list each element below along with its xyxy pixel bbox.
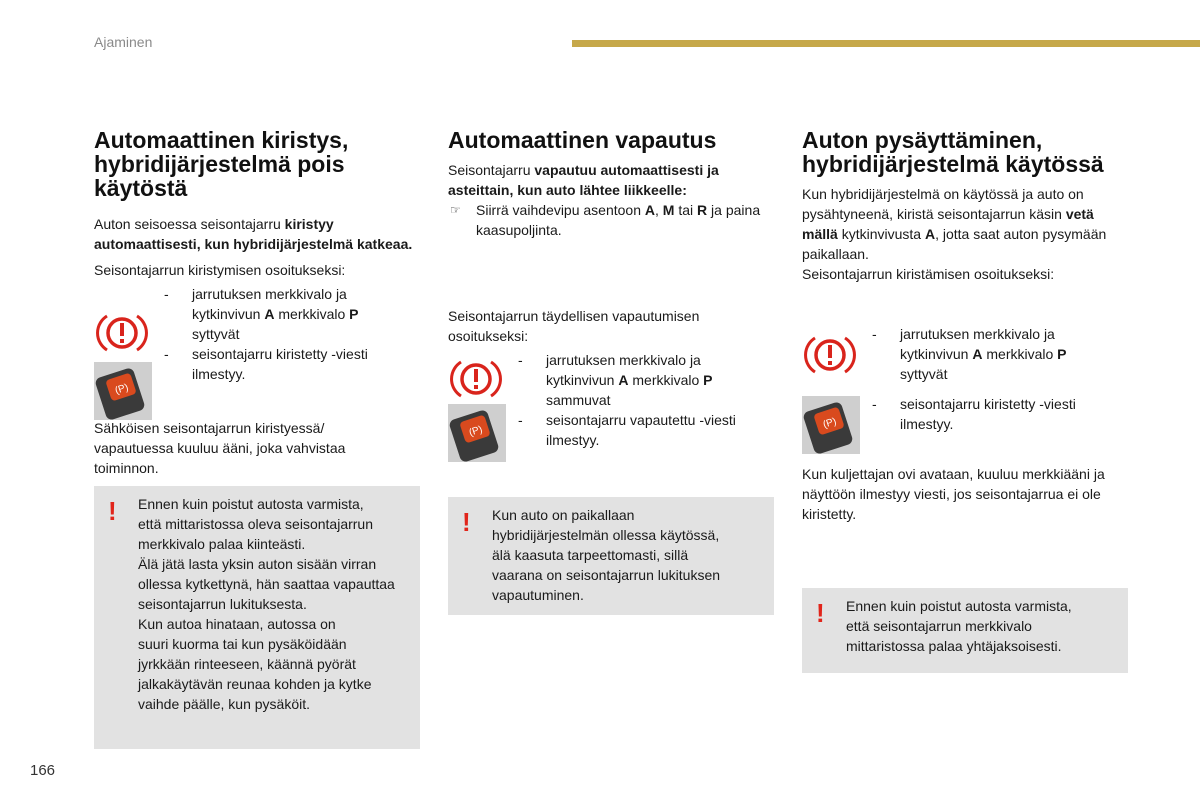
intro-plain: , jotta saat auton pysymään paikallaan.	[802, 226, 1107, 262]
label-a: A	[972, 346, 983, 362]
warning-line: älä kaasuta tarpeettomasti, sillä	[492, 547, 689, 563]
warning-line: jalkakäytävän reunaa kohden ja kytke	[138, 676, 372, 692]
page-number: 166	[30, 762, 56, 779]
dash: -	[164, 346, 169, 362]
parking-switch-icon	[448, 404, 506, 462]
svg-text:(P): (P)	[467, 424, 484, 439]
intro-text	[94, 214, 424, 254]
indication-label: Seisontajarrun kiristämisen osoitukseksi:	[802, 266, 1055, 282]
bullet-text: tai	[674, 202, 698, 218]
warning-icon: !	[462, 507, 471, 537]
indication-item	[518, 410, 768, 450]
intro-text	[448, 160, 758, 200]
warning-box	[802, 588, 1128, 673]
intro-bold: kiristyy automaattisesti, kun hybridijärjestelmä katkeaa.	[94, 216, 413, 252]
item-text: syttyvät	[192, 326, 240, 342]
dash: -	[518, 352, 523, 368]
intro-plain: Kun hybridijärjestelmä on käytössä ja auto on pysähtyneenä, kiristä seisontajarrun käsin	[802, 186, 1084, 222]
warning-line: Ennen kuin poistut autosta varmista,	[846, 598, 1072, 614]
warning-line: vaihde päälle, kun pysäköit.	[138, 696, 310, 712]
column-automatic-release	[448, 128, 778, 460]
item-text: jarrutuksen merkkivalo ja kytkinvivun	[900, 326, 1055, 362]
warning-line: Kun autoa hinataan, autossa on	[138, 616, 336, 632]
label-p: P	[349, 306, 359, 322]
label-a: A	[264, 306, 275, 322]
item-text: merkkivalo	[982, 346, 1058, 362]
indication-label: Seisontajarrun kiristymisen osoitukseksi:	[94, 262, 346, 278]
bullet-text: ,	[655, 202, 663, 218]
column-automatic-tightening	[94, 128, 424, 478]
item-text: merkkivalo	[628, 372, 704, 388]
item-text: merkkivalo	[274, 306, 350, 322]
label-a: A	[618, 372, 629, 388]
item-text: seisontajarru vapautettu -viesti ilmestyy.	[546, 412, 736, 448]
item-text: seisontajarru kiristetty -viesti ilmestyy.	[192, 346, 368, 382]
bullet-text: Siirrä vaihdevipu asentoon	[476, 202, 645, 218]
warning-line: merkkivalo palaa kiinteästi.	[138, 536, 306, 552]
indication-item	[164, 284, 414, 344]
item-text: jarrutuksen merkkivalo ja kytkinvivun	[546, 352, 701, 388]
warning-line: suuri kuorma tai kun pysäköidään	[138, 636, 347, 652]
indication-item	[872, 324, 1122, 384]
warning-line: mittaristossa palaa yhtäjaksoisesti.	[846, 638, 1062, 654]
item-text: sammuvat	[546, 392, 611, 408]
warning-line: seisontajarrun lukituksesta.	[138, 596, 307, 612]
label-a: A	[644, 202, 656, 218]
header-accent-bar	[572, 40, 1200, 47]
arrow-bullet-icon: ☞	[450, 203, 461, 217]
intro-text	[802, 184, 1122, 264]
warning-icon: !	[108, 496, 117, 526]
dash: -	[518, 412, 523, 428]
parking-switch-icon	[802, 396, 860, 454]
intro-plain: kytkinvivusta	[837, 226, 925, 242]
section-title: Automaattinen kiristys, hybridijärjestelmä pois käytöstä	[94, 127, 349, 201]
intro-bold: vapautuu automaattisesti ja asteittain, kun auto lähtee liikkeelle:	[448, 162, 719, 198]
column-stopping-hybrid-on	[802, 128, 1132, 524]
dash: -	[872, 326, 877, 342]
dash: -	[872, 396, 877, 412]
brake-warning-icon	[802, 330, 858, 380]
warning-line: hybridijärjestelmän ollessa käytössä,	[492, 527, 720, 543]
warning-line: että seisontajarrun merkkivalo	[846, 618, 1032, 634]
item-text: jarrutuksen merkkivalo ja kytkinvivun	[192, 286, 347, 322]
warning-line: vaarana on seisontajarrun lukituksen	[492, 567, 721, 583]
warning-line: Ennen kuin poistut autosta varmista,	[138, 496, 364, 512]
indication-item	[518, 350, 768, 410]
intro-plain: Seisontajarru	[448, 162, 535, 178]
label-r: R	[697, 202, 708, 218]
warning-text	[138, 494, 395, 714]
section-title: Auton pysäyttäminen, hybridijärjestelmä käytössä	[802, 127, 1104, 177]
warning-line: Älä jätä lasta yksin auton sisään virran	[138, 556, 377, 572]
label-p: P	[1057, 346, 1067, 362]
intro-bold: vetä mällä	[802, 206, 1094, 242]
indication-label: Seisontajarrun täydellisen vapautumisen osoitukseksi:	[448, 308, 700, 344]
warning-icon: !	[816, 598, 825, 628]
warning-text	[846, 596, 1072, 656]
label-a: A	[924, 226, 936, 242]
label-m: M	[662, 202, 675, 218]
svg-text:(P): (P)	[113, 382, 130, 397]
brake-warning-icon	[448, 354, 504, 404]
intro-plain: Auton seisoessa seisontajarru	[94, 216, 285, 232]
warning-line: ollessa kytkettynä, hän saattaa vapauttaa	[138, 576, 395, 592]
warning-line: että mittaristossa oleva seisontajarrun	[138, 516, 373, 532]
section-label: Ajaminen	[94, 34, 153, 50]
label-p: P	[703, 372, 713, 388]
instruction-bullet	[448, 200, 766, 240]
indicator-group	[802, 326, 1132, 454]
note-text: Sähköisen seisontajarrun kiristyessä/ vapautuessa kuuluu ääni, joka vahvistaa toiminnon.	[94, 420, 346, 476]
brake-warning-icon	[94, 308, 150, 358]
dash: -	[164, 286, 169, 302]
warning-line: Kun auto on paikallaan	[492, 507, 635, 523]
item-text: seisontajarru kiristetty -viesti ilmestyy.	[900, 396, 1076, 432]
warning-line: vapautuminen.	[492, 587, 584, 603]
section-title: Automaattinen vapautus	[448, 127, 717, 153]
svg-text:(P): (P)	[821, 416, 838, 431]
warning-box	[448, 497, 774, 615]
indication-item	[164, 344, 414, 384]
note-text: Kun kuljettajan ovi avataan, kuuluu merkkiääni ja näyttöön ilmestyy viesti, jos seisontajarrua ei ole kiristetty.	[802, 466, 1105, 522]
item-text: syttyvät	[900, 366, 948, 382]
parking-switch-icon	[94, 362, 152, 420]
warning-box	[94, 486, 420, 749]
indicator-group	[448, 350, 778, 460]
bullet-text: ja paina kaasupoljinta.	[476, 202, 761, 238]
warning-line: jyrkkään rinteeseen, käännä pyörät	[138, 656, 356, 672]
indication-item	[872, 394, 1122, 434]
warning-text	[492, 505, 720, 605]
indicator-group	[94, 284, 424, 397]
